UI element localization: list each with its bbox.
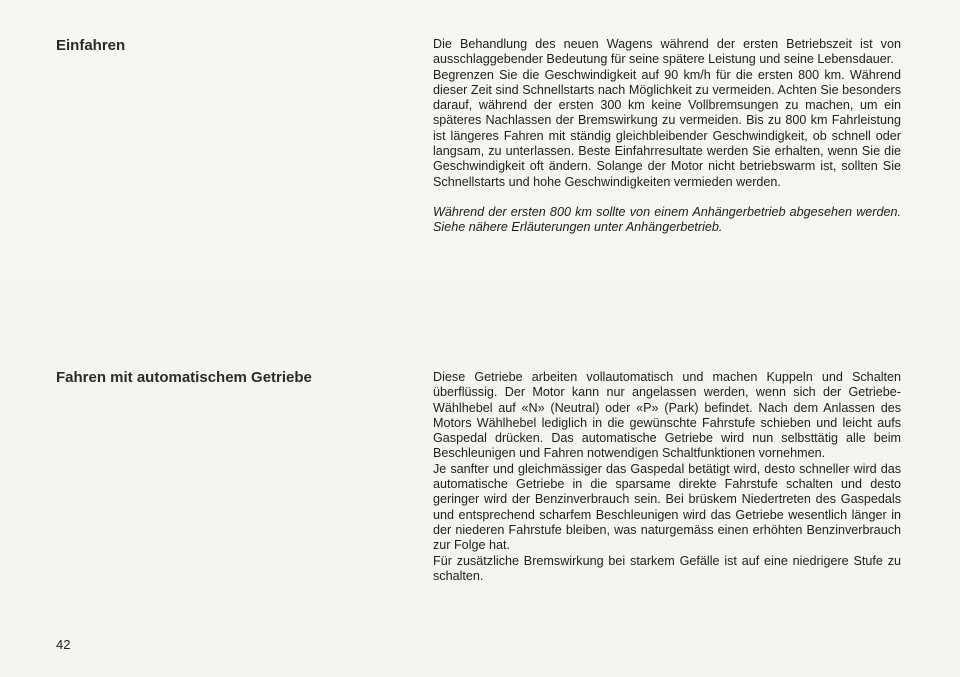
page-number: 42 xyxy=(56,637,71,652)
italic-note: Während der ersten 800 km sollte von einem Anhängerbetrieb abgesehen werden. Siehe nähere Erläuterungen unter Anhängerbetrieb. xyxy=(433,204,901,235)
body-paragraph: Je sanfter und gleichmässiger das Gaspedal betätigt wird, desto schneller wird das automatische Getriebe in die sparsame direkte Fahrstufe schalten und desto geringer wird der Benzinverbrauch sein. Bei brüskem Niedertreten des Gaspedals und entsprechend scharfem Beschleunigen wird das Getriebe wesentlich länger in der niederen Fahrstufe bleiben, was naturgemäss einen erhöhten Benzinverbrauch zur Folge hat. xyxy=(433,461,901,553)
body-paragraph: Begrenzen Sie die Geschwindigkeit auf 90 km/h für die ersten 800 km. Während dieser Zeit sind Schnellstarts nach Möglichkeit zu vermeiden. Achten Sie besonders darauf, während der ersten 300 km keine Vollbremsungen zu machen, um ein späteres Nachlassen der Bremswirkung zu vermeiden. Bis zu 800 km Fahrleistung ist längeres Fahren mit ständig gleichbleibender Geschwindigkeit, ob schnell oder langsam, zu unterlassen. Beste Einfahrresultate werden Sie erhalten, wenn Sie die Geschwindigkeit oft ändern. Solange der Motor nicht betriebswarm ist, sollten Sie Schnellstarts und hohe Geschwindigkeiten vermieden werden. xyxy=(433,67,901,189)
section-heading-automatic-transmission: Fahren mit automatischem Getriebe xyxy=(56,369,312,386)
section-body-einfahren xyxy=(433,37,901,236)
body-paragraph: Die Behandlung des neuen Wagens während der ersten Betriebszeit ist von ausschlaggebender Bedeutung für seine spätere Leistung und seine Lebensdauer. xyxy=(433,37,901,67)
section-heading-einfahren: Einfahren xyxy=(56,37,126,54)
section-body-automatic-transmission xyxy=(433,370,901,584)
body-paragraph: Für zusätzliche Bremswirkung bei starkem Gefälle ist auf eine niedrigere Stufe zu schalten. xyxy=(433,553,901,583)
body-paragraph: Diese Getriebe arbeiten vollautomatisch und machen Kuppeln und Schalten überflüssig. Der Motor kann nur angelassen werden, wenn sich der Getriebe-Wählhebel auf «N» (Neutral) oder «P» (Park) befindet. Nach dem Anlassen des Motors Wählhebel lediglich in die gewünschte Fahrstufe schieben und leicht aufs Gaspedal drücken. Das automatische Getriebe wird nun selbsttätig alle beim Beschleunigen und Fahren notwendigen Schaltfunktionen vornehmen. xyxy=(433,370,901,461)
